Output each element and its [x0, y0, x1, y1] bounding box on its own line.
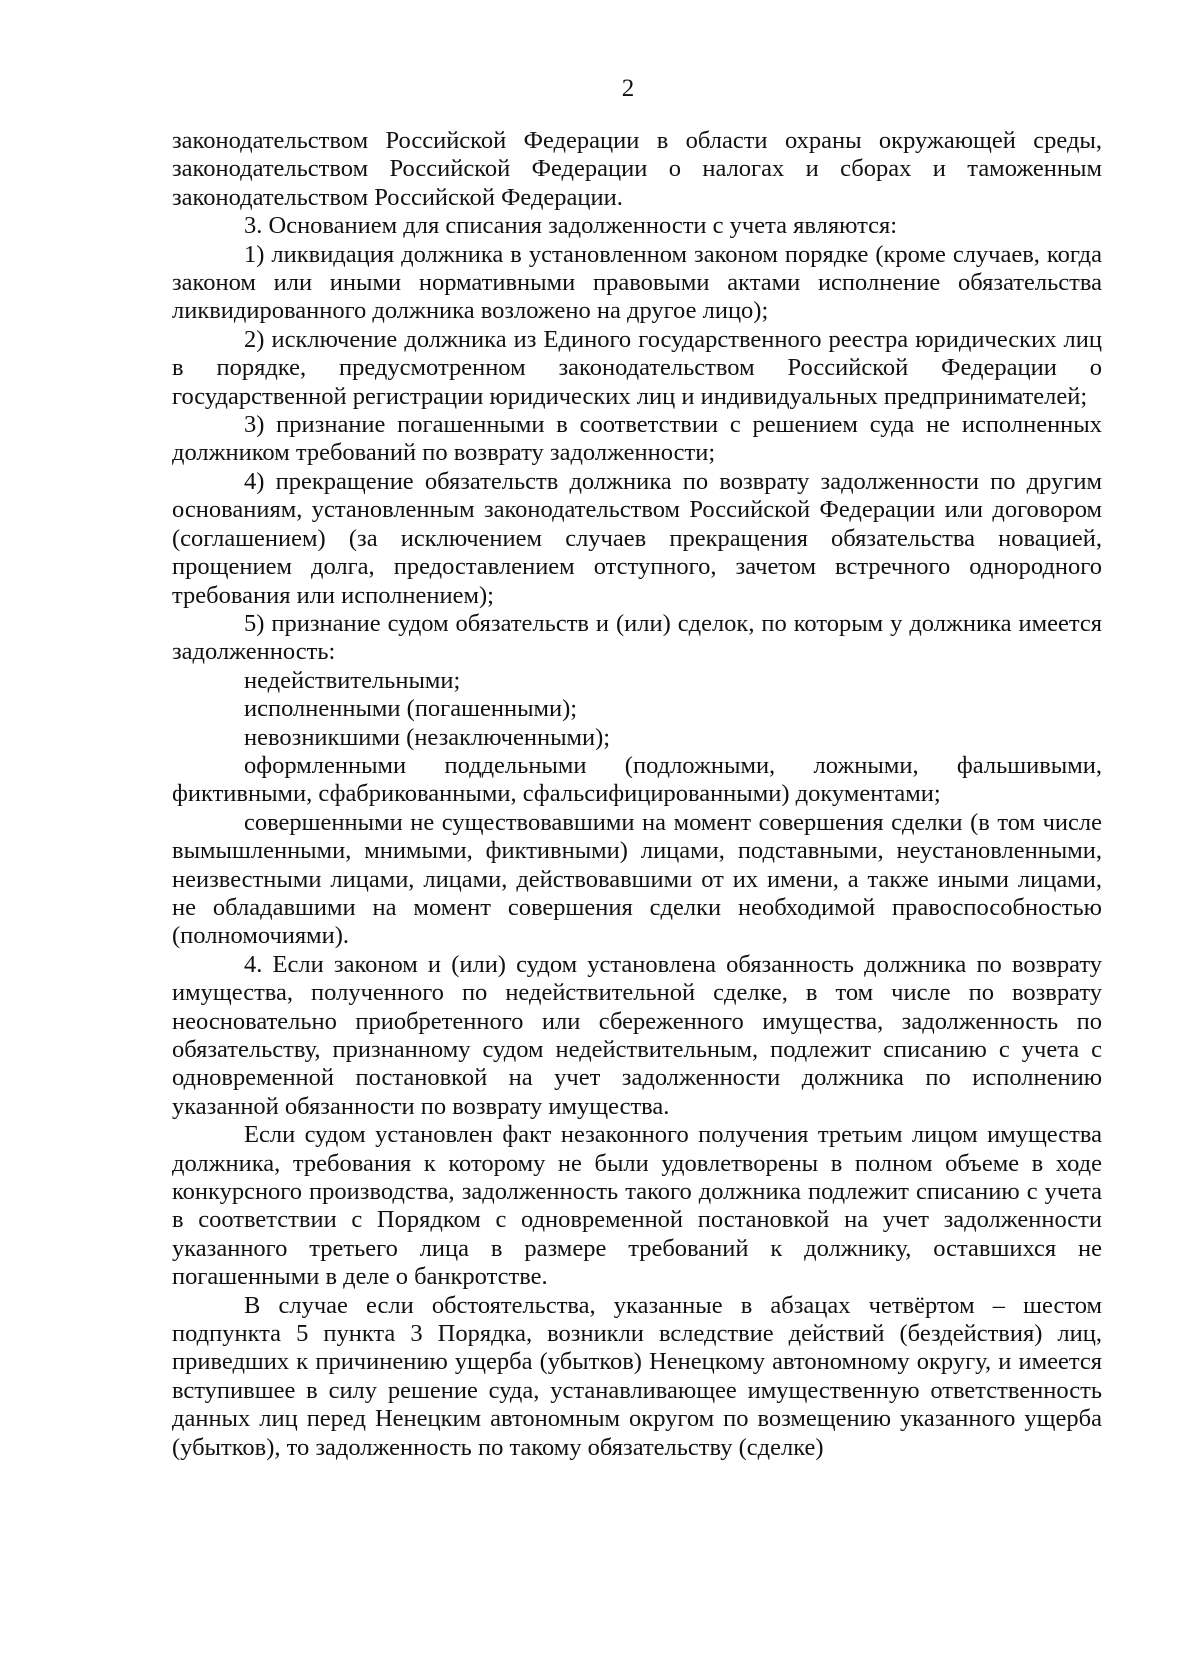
- paragraph: 3) признание погашенными в соответствии с решением суда не исполненных должником требований по возврату задолженности;: [172, 411, 1102, 467]
- paragraph: исполненными (погашенными);: [244, 695, 578, 723]
- page-number: 2: [621, 75, 635, 102]
- paragraph: Если судом установлен факт незаконного получения третьим лицом имущества должника, требования к которому не были удовлетворены в полном объеме в ходе конкурсного производства, задолженность такого должника подлежит списанию с учета в соответствии с Порядком с одновременной постановкой на учет задолженности указанного третьего лица в размере требований к должнику, оставшихся не погашенными в деле о банкротстве.: [172, 1121, 1102, 1291]
- paragraph: совершенными не существовавшими на момент совершения сделки (в том числе вымышленными, мнимыми, фиктивными) лицами, подставными, неустановленными, неизвестными лицами, лицами, действовавшими от их имени, а также иными лицами, не обладавшими на момент совершения сделки необходимой правоспособностью (полномочиями).: [172, 808, 1102, 950]
- paragraph: 4. Если законом и (или) судом установлена обязанность должника по возврату имущества, полученного по недействительной сделке, в том числе по возврату неосновательно приобретенного или сбереженного имущества, задолженность по обязательству, признанному судом недействительным, подлежит списанию с учета с одновременной постановкой на учет задолженности должника по исполнению указанной обязанности по возврату имущества.: [172, 950, 1102, 1120]
- paragraph: оформленными поддельными (подложными, ложными, фальшивыми, фиктивными, сфабрикованными, сфальсифицированными) документами;: [172, 751, 1102, 808]
- paragraph: 4) прекращение обязательств должника по возврату задолженности по другим основаниям, установленным законодательством Российской Федерации или договором (соглашением) (за исключением случаев прекращения обязательства новацией, прощением долга, предоставлением отступного, зачетом встречного однородного требования или исполнением);: [172, 467, 1102, 609]
- paragraph: 1) ликвидация должника в установленном законом порядке (кроме случаев, когда законом или иными нормативными правовыми актами исполнение обязательства ликвидированного должника возложено на другое лицо);: [172, 240, 1102, 325]
- paragraph: недействительными;: [244, 666, 461, 694]
- paragraph: законодательством Российской Федерации в области охраны окружающей среды, законодательством Российской Федерации о налогах и сборах и таможенным законодательством Российской Федерации.: [172, 127, 1102, 211]
- paragraph: 2) исключение должника из Единого государственного реестра юридических лиц в порядке, предусмотренном законодательством Российской Федерации о государственной регистрации юридических лиц и индивидуальных предпринимателей;: [172, 325, 1102, 410]
- paragraph: невозникшими (незаключенными);: [244, 723, 611, 751]
- document-body: [172, 127, 1102, 1462]
- paragraph: 3. Основанием для списания задолженности с учета являются:: [244, 212, 898, 240]
- paragraph: 5) признание судом обязательств и (или) сделок, по которым у должника имеется задолженность:: [172, 609, 1102, 666]
- paragraph: В случае если обстоятельства, указанные в абзацах четвёртом – шестом подпункта 5 пункта 3 Порядка, возникли вследствие действий (бездействия) лиц, приведших к причинению ущерба (убытков) Ненецкому автономному округу, и имеется вступившее в силу решение суда, устанавливающее имущественную ответственность данных лиц перед Ненецким автономным округом по возмещению указанного ущерба (убытков), то задолженность по такому обязательству (сделке): [172, 1291, 1102, 1461]
